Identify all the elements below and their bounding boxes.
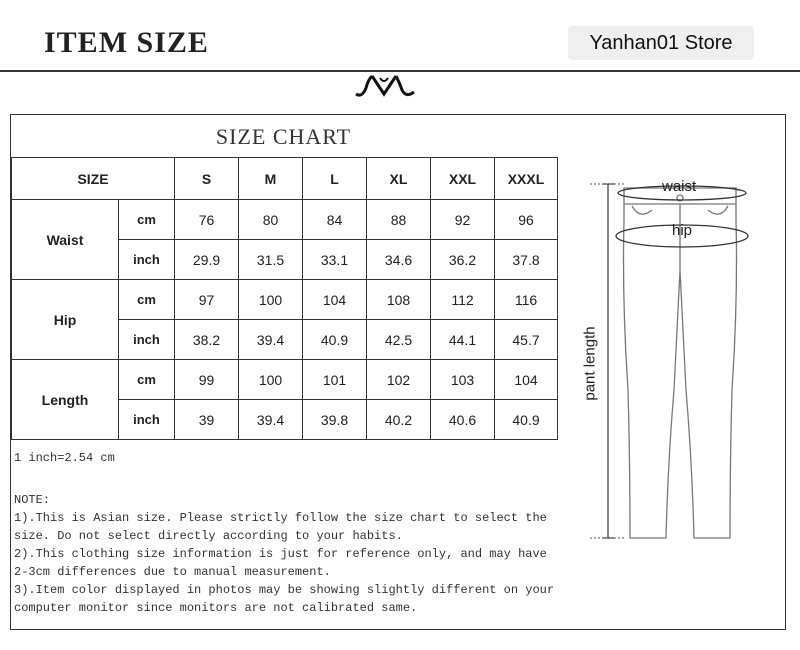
pants-outline — [624, 188, 737, 538]
table-cell: 99 — [175, 360, 239, 400]
table-cell: 34.6 — [367, 240, 431, 280]
table-cell: 104 — [495, 360, 558, 400]
note-line: 2-3cm differences due to manual measurement. — [14, 565, 331, 579]
table-cell: 42.5 — [367, 320, 431, 360]
brand-logo-icon — [350, 70, 420, 100]
note-line: computer monitor since monitors are not calibrated same. — [14, 601, 418, 615]
unit-label: cm — [119, 360, 175, 400]
notes-label: NOTE: — [14, 493, 51, 507]
unit-label: cm — [119, 280, 175, 320]
size-table — [11, 157, 558, 440]
size-column-header: XXXL — [495, 158, 558, 200]
table-cell: 97 — [175, 280, 239, 320]
table-cell: 45.7 — [495, 320, 558, 360]
size-column-header: XXL — [431, 158, 495, 200]
table-cell: 29.9 — [175, 240, 239, 280]
table-cell: 84 — [303, 200, 367, 240]
unit-label: cm — [119, 200, 175, 240]
note-line: size. Do not select directly according to your habits. — [14, 529, 403, 543]
size-column-header: XL — [367, 158, 431, 200]
table-cell: 96 — [495, 200, 558, 240]
note-line: 2).This clothing size information is just for reference only, and may have — [14, 547, 547, 561]
unit-conversion-note: 1 inch=2.54 cm — [14, 451, 115, 465]
table-row — [12, 360, 558, 400]
table-cell: 104 — [303, 280, 367, 320]
table-row — [12, 280, 558, 320]
table-cell: 39.4 — [239, 400, 303, 440]
unit-label: inch — [119, 240, 175, 280]
waist-label: waist — [662, 178, 697, 195]
table-row — [12, 200, 558, 240]
table-cell: 33.1 — [303, 240, 367, 280]
store-name-badge: Yanhan01 Store — [568, 26, 754, 60]
note-line: 3).Item color displayed in photos may be showing slightly different on your — [14, 583, 555, 597]
table-cell: 40.9 — [303, 320, 367, 360]
note-line: 1).This is Asian size. Please strictly follow the size chart to select the — [14, 511, 547, 525]
measurement-label-length: Length — [12, 360, 119, 440]
table-cell: 31.5 — [239, 240, 303, 280]
table-cell: 36.2 — [431, 240, 495, 280]
table-cell: 112 — [431, 280, 495, 320]
unit-label: inch — [119, 320, 175, 360]
table-cell: 38.2 — [175, 320, 239, 360]
size-column-header: S — [175, 158, 239, 200]
table-cell: 100 — [239, 360, 303, 400]
hip-label: hip — [672, 222, 693, 239]
table-cell: 101 — [303, 360, 367, 400]
table-cell: 44.1 — [431, 320, 495, 360]
table-cell: 39 — [175, 400, 239, 440]
size-chart-title: SIZE CHART — [215, 124, 352, 149]
size-column-header: M — [239, 158, 303, 200]
table-cell: 88 — [367, 200, 431, 240]
table-cell: 40.9 — [495, 400, 558, 440]
table-cell: 39.8 — [303, 400, 367, 440]
size-column-header: L — [303, 158, 367, 200]
notes-block — [14, 491, 554, 617]
table-cell: 80 — [239, 200, 303, 240]
pant-length-label: pant length — [581, 326, 599, 401]
table-header-row — [12, 158, 558, 200]
table-cell: 116 — [495, 280, 558, 320]
table-cell: 108 — [367, 280, 431, 320]
measurement-label-waist: Waist — [12, 200, 119, 280]
table-cell: 40.2 — [367, 400, 431, 440]
size-header-cell: SIZE — [12, 158, 175, 200]
measurement-label-hip: Hip — [12, 280, 119, 360]
table-cell: 103 — [431, 360, 495, 400]
unit-label: inch — [119, 400, 175, 440]
page-title: ITEM SIZE — [44, 26, 209, 59]
table-cell: 92 — [431, 200, 495, 240]
table-cell: 37.8 — [495, 240, 558, 280]
table-cell: 76 — [175, 200, 239, 240]
table-cell: 100 — [239, 280, 303, 320]
table-cell: 40.6 — [431, 400, 495, 440]
table-cell: 102 — [367, 360, 431, 400]
table-cell: 39.4 — [239, 320, 303, 360]
